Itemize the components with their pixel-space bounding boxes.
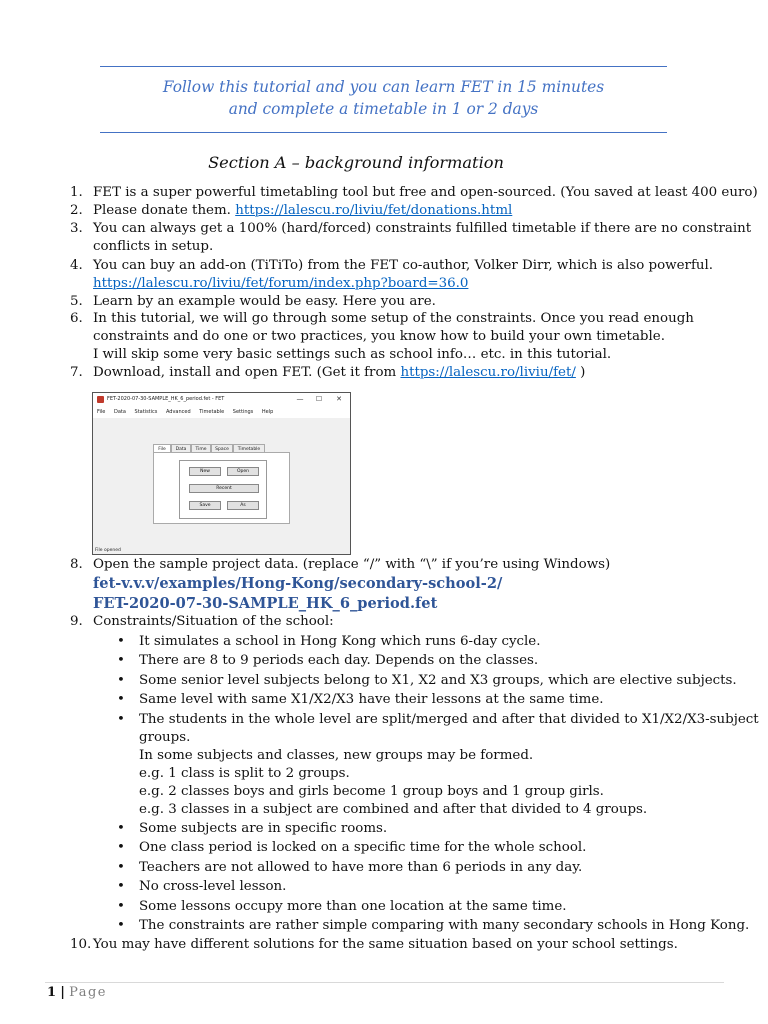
file-actions-group: [179, 460, 267, 519]
tab-timetable[interactable]: Timetable: [233, 444, 265, 453]
bullet-text: e.g. 3 classes in a subject are combined and after that divided to 4 groups.: [139, 802, 648, 817]
section-title: Section A – background information: [208, 153, 504, 172]
status-bar: File opened: [95, 548, 121, 553]
maximize-icon[interactable]: ☐: [315, 395, 323, 403]
donations-link[interactable]: https://lalescu.ro/liviu/fet/donations.html: [235, 203, 513, 218]
item-text: Learn by an example would be easy. Here you are.: [93, 294, 436, 309]
intro-callout: [100, 77, 667, 120]
bullet-icon: •: [117, 712, 125, 727]
bullet-icon: •: [117, 673, 125, 688]
bullet-text: One class period is locked on a specific time for the whole school.: [139, 840, 587, 855]
item-text: In this tutorial, we will go through some setup of the constraints. Once you read enough: [93, 311, 694, 326]
save-as-button[interactable]: As: [227, 501, 259, 510]
bullet-icon: •: [117, 653, 125, 668]
item-text: Constraints/Situation of the school:: [93, 614, 334, 629]
bullet-text: Same level with same X1/X2/X3 have their lessons at the same time.: [139, 692, 604, 707]
bullet-icon: •: [117, 634, 125, 649]
bullet-icon: •: [117, 899, 125, 914]
bullet-text: Teachers are not allowed to have more than 6 periods in any day.: [139, 860, 583, 875]
close-icon[interactable]: ✕: [336, 395, 342, 403]
footer-separator: |: [60, 985, 65, 1000]
menu-statistics[interactable]: Statistics: [134, 409, 158, 415]
tab-time[interactable]: Time: [191, 444, 211, 453]
tab-space[interactable]: Space: [211, 444, 233, 453]
item-number: 7.: [70, 365, 83, 380]
fet-window-screenshot: [92, 392, 351, 555]
open-button[interactable]: Open: [227, 467, 259, 476]
bullet-text: The constraints are rather simple comparing with many secondary schools in Hong Kong.: [139, 918, 750, 933]
item-text: I will skip some very basic settings such as school info… etc. in this tutorial.: [93, 347, 612, 362]
fet-app-icon: [97, 396, 104, 403]
intro-line-2: and complete a timetable in 1 or 2 days: [228, 99, 539, 118]
minimize-icon[interactable]: —: [296, 395, 304, 403]
menu-settings[interactable]: Settings: [232, 409, 254, 415]
item-text: Please donate them.: [93, 203, 236, 218]
forum-link[interactable]: https://lalescu.ro/liviu/fet/forum/index.php?board=36.0: [93, 276, 469, 291]
window-title: FET-2020-07-30-SAMPLE_HK_6_period.fet - FET: [107, 396, 225, 402]
bullet-icon: •: [117, 918, 125, 933]
fet-home-link[interactable]: https://lalescu.ro/liviu/fet/: [400, 365, 576, 380]
item-text: constraints and do one or two practices, you know how to build your own timetable.: [93, 329, 665, 344]
item-number: 4.: [70, 258, 83, 273]
item-number: 2.: [70, 203, 83, 218]
intro-line-1: Follow this tutorial and you can learn FET in 15 minutes: [162, 78, 605, 96]
footer-rule: [45, 982, 724, 983]
bullet-text: Some lessons occupy more than one location at the same time.: [139, 899, 567, 914]
item-text: ): [575, 365, 586, 380]
tab-data[interactable]: Data: [171, 444, 191, 453]
item-text: Open the sample project data. (replace “/” with “\” if you’re using Windows): [93, 557, 611, 572]
bullet-text: Some subjects are in specific rooms.: [139, 821, 388, 836]
item-number: 6.: [70, 311, 83, 326]
item-text: conflicts in setup.: [93, 239, 214, 254]
bullet-icon: •: [117, 879, 125, 894]
bullet-text: groups.: [139, 730, 191, 745]
item-text: You can buy an add-on (TiTiTo) from the FET co-author, Volker Dirr, which is also powerful.: [93, 258, 714, 273]
bullet-text: In some subjects and classes, new groups may be formed.: [139, 748, 534, 763]
item-number: 9.: [70, 614, 83, 629]
page-number: 1: [47, 985, 57, 1000]
save-button[interactable]: Save: [189, 501, 221, 510]
page-label: Page: [69, 985, 107, 1000]
menu-bar: [93, 406, 350, 418]
bullet-icon: •: [117, 821, 125, 836]
bullet-icon: •: [117, 692, 125, 707]
item-text: FET is a super powerful timetabling tool but free and open-sourced. (You saved at least 400 euro): [93, 185, 758, 200]
bullet-text: e.g. 1 class is split to 2 groups.: [139, 766, 350, 781]
sample-path-line-1: fet-v.v.v/examples/Hong-Kong/secondary-school-2/: [93, 575, 503, 592]
menu-advanced[interactable]: Advanced: [165, 409, 191, 415]
bullet-text: It simulates a school in Hong Kong which runs 6-day cycle.: [139, 634, 541, 649]
item-number: 3.: [70, 221, 83, 236]
item-text: You may have different solutions for the same situation based on your school settings.: [93, 937, 678, 952]
sample-path-line-2: FET-2020-07-30-SAMPLE_HK_6_period.fet: [93, 595, 438, 612]
menu-file[interactable]: File: [97, 409, 106, 415]
page-footer: [47, 985, 107, 1001]
top-rule: [100, 66, 667, 67]
item-text: Download, install and open FET. (Get it from: [93, 365, 401, 380]
bullet-icon: •: [117, 840, 125, 855]
bottom-rule: [100, 132, 667, 133]
item-text: You can always get a 100% (hard/forced) constraints fulfilled timetable if there are no constraint: [93, 221, 752, 236]
tab-file[interactable]: File: [153, 444, 171, 454]
bullet-text: Some senior level subjects belong to X1, X2 and X3 groups, which are elective subjects.: [139, 673, 737, 688]
menu-data[interactable]: Data: [113, 409, 126, 415]
menu-help[interactable]: Help: [261, 409, 274, 415]
item-number: 5.: [70, 294, 83, 309]
item-number: 10.: [70, 937, 92, 952]
file-tab-panel: [153, 452, 290, 524]
bullet-icon: •: [117, 860, 125, 875]
new-button[interactable]: New: [189, 467, 221, 476]
recent-button[interactable]: Recent: [189, 484, 259, 493]
bullet-text: The students in the whole level are split/merged and after that divided to X1/X2/X3-subject: [139, 712, 759, 727]
bullet-text: e.g. 2 classes boys and girls become 1 group boys and 1 group girls.: [139, 784, 604, 799]
bullet-text: No cross-level lesson.: [139, 879, 287, 894]
item-number: 1.: [70, 185, 83, 200]
item-number: 8.: [70, 557, 83, 572]
bullet-text: There are 8 to 9 periods each day. Depends on the classes.: [139, 653, 539, 668]
menu-timetable[interactable]: Timetable: [199, 409, 225, 415]
